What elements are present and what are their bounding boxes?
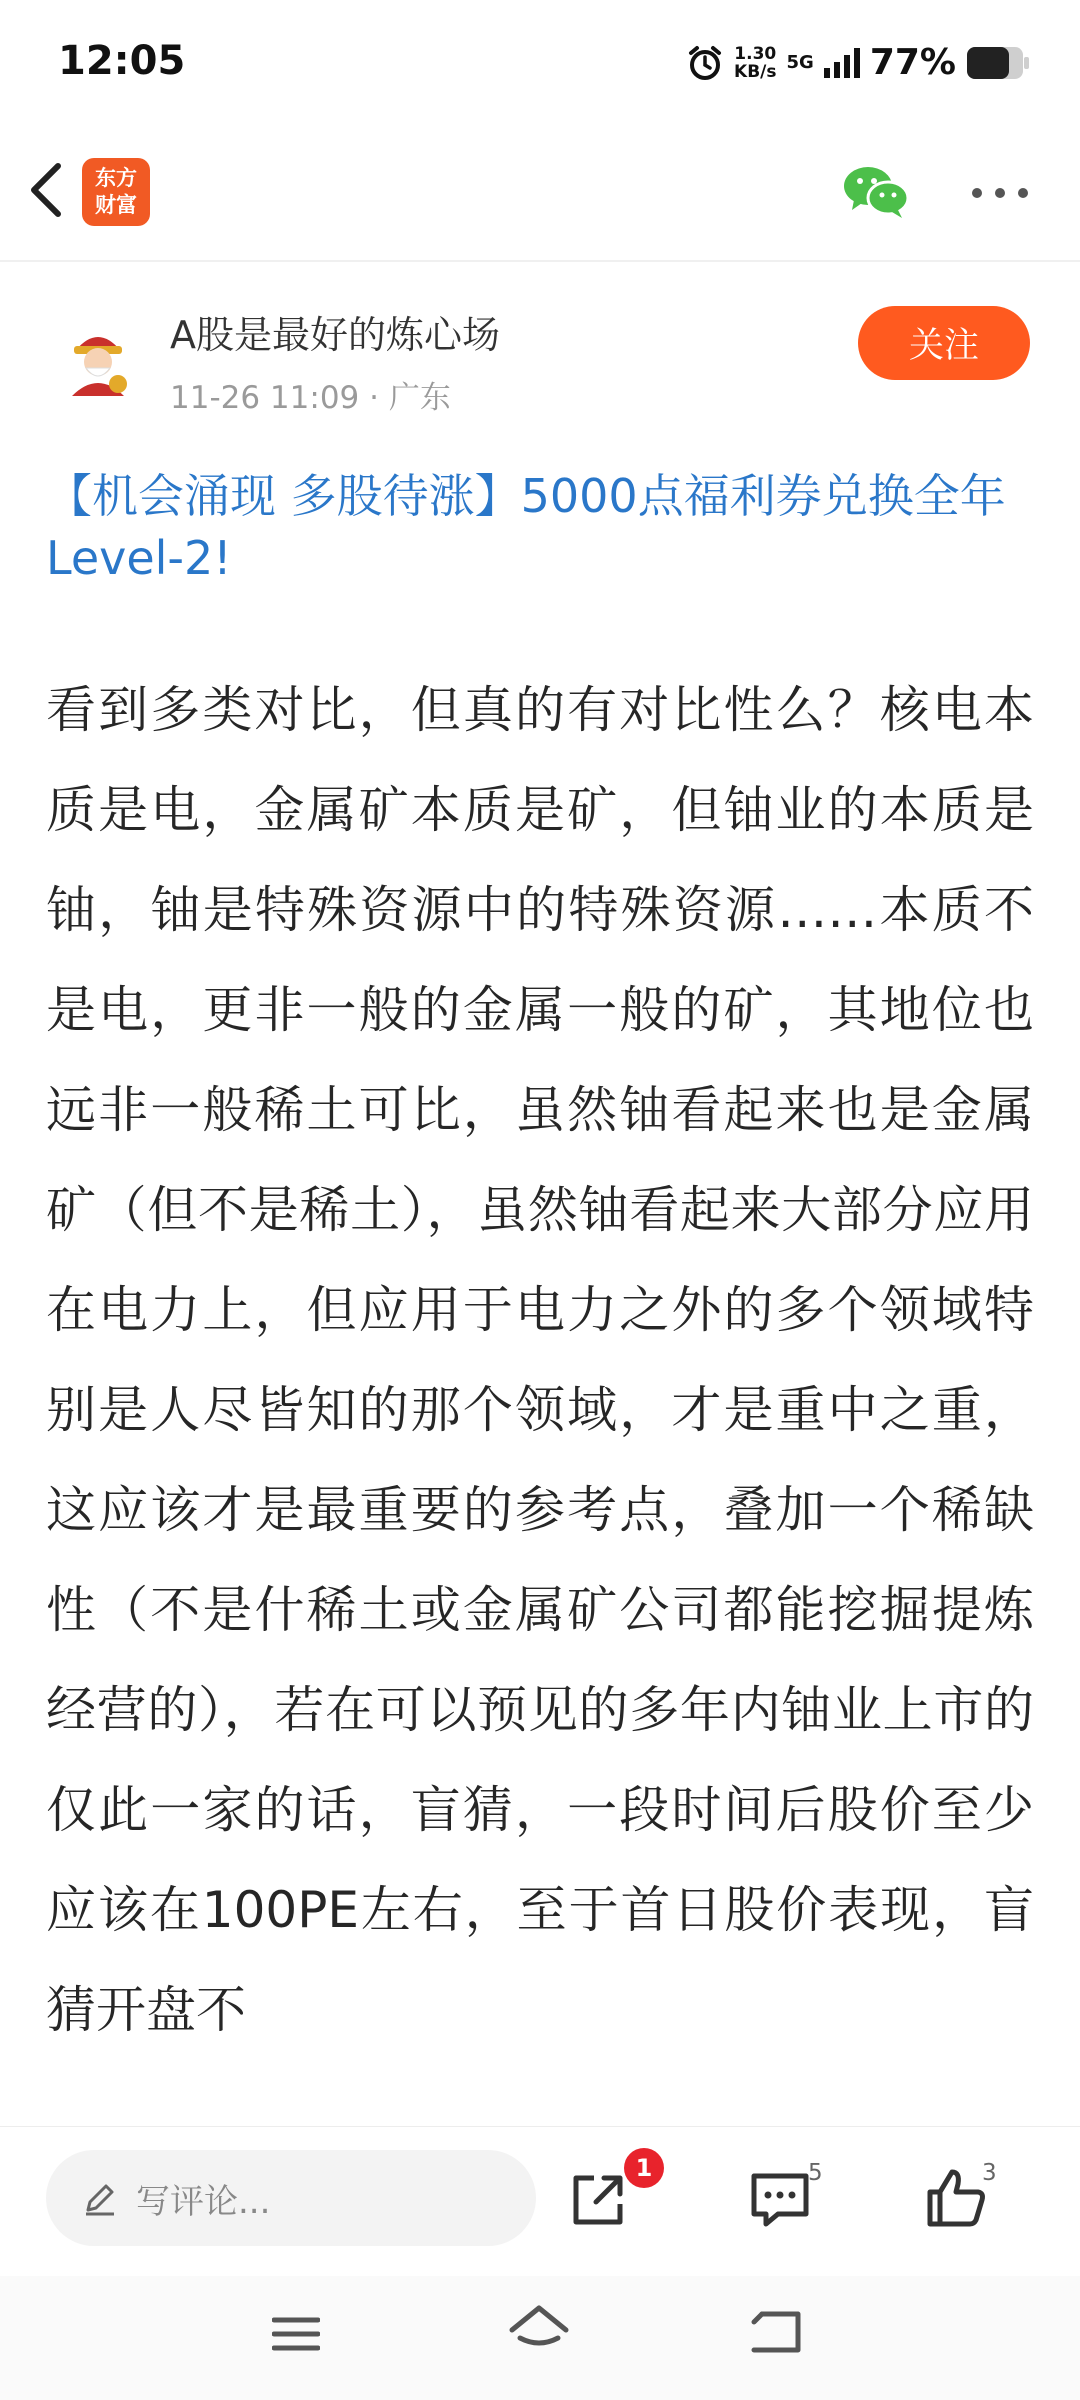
speed-value: 1.30: [734, 43, 777, 64]
author-name[interactable]: A股是最好的炼心场: [170, 313, 500, 357]
like-thumb-icon[interactable]: [924, 2166, 988, 2230]
network-speed: [734, 45, 776, 81]
promo-link[interactable]: 【机会涌现 多股待涨】5000点福利券兑换全年Level-2!: [46, 469, 1006, 585]
comment-icon[interactable]: [748, 2168, 812, 2232]
top-app-bar: [0, 150, 1080, 262]
signal-icon: [824, 48, 860, 78]
wechat-share-icon[interactable]: [842, 164, 910, 220]
article-text: 看到多类对比，但真的有对比性么？核电本质是电，金属矿本质是矿，但铀业的本质是铀，铀是特殊资源中的特殊资源……本质不是电，更非一般的金属一般的矿，其地位也远非一般稀土可比，虽然铀看起来也是金属矿（但不是稀土），虽然铀看起来大部分应用在电力上，但应用于电力之外的多个领域特别是人尽皆知的那个领域，才是重中之重，这应该才是最重要的参考点，叠加一个稀缺性（不是什稀土或金属矿公司都能挖掘提炼经营的），若在可以预见的多年内铀业上市的仅此一家的话，盲猜，一段时间后股价至少应该在100PE左右，至于首日股价表现，盲猜开盘不: [46, 681, 1034, 2039]
share-badge: 1: [624, 2148, 664, 2188]
status-icons: [686, 42, 1030, 83]
battery-icon: [966, 46, 1030, 80]
menu-icon[interactable]: [272, 2314, 320, 2354]
more-options-icon[interactable]: [970, 186, 1030, 200]
comment-placeholder: 写评论...: [136, 2181, 271, 2222]
battery-percent: 77%: [869, 42, 956, 83]
back-nav-icon[interactable]: [748, 2308, 804, 2356]
article-body: [46, 660, 1034, 2126]
share-icon[interactable]: [566, 2168, 630, 2232]
like-count: 3: [982, 2160, 997, 2186]
post-time-location: 11-26 11:09 · 广东: [170, 380, 451, 416]
logo-text-line2: 财富: [95, 193, 137, 217]
logo-text-line1: 东方: [95, 166, 137, 190]
author-avatar[interactable]: [58, 318, 138, 398]
alarm-icon: [686, 44, 724, 82]
back-arrow-icon[interactable]: [22, 160, 72, 220]
follow-button[interactable]: 关注: [858, 306, 1030, 380]
eastmoney-logo: [82, 158, 150, 226]
status-time: 12:05: [58, 38, 186, 84]
comment-count: 5: [808, 2160, 823, 2186]
home-icon[interactable]: [508, 2304, 570, 2358]
network-type: 5G: [786, 51, 814, 73]
speed-unit: KB/s: [734, 61, 777, 82]
comment-input[interactable]: [46, 2150, 536, 2246]
pen-icon: [82, 2180, 118, 2216]
